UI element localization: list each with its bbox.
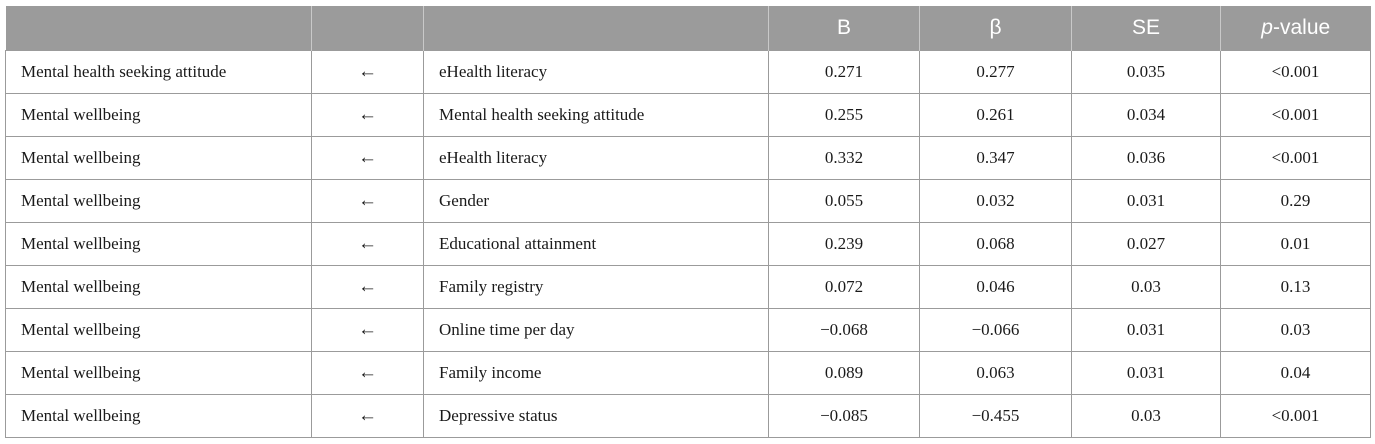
beta-cell: 0.068 bbox=[920, 223, 1072, 266]
results-table bbox=[5, 6, 1371, 438]
table-body bbox=[6, 51, 1371, 438]
table-row bbox=[6, 395, 1371, 438]
table-row bbox=[6, 51, 1371, 94]
p-value-cell: 0.13 bbox=[1221, 266, 1371, 309]
se-cell: 0.03 bbox=[1072, 395, 1221, 438]
arrow-icon: ← bbox=[312, 352, 424, 395]
predictor-cell: Mental health seeking attitude bbox=[424, 94, 769, 137]
beta-cell: 0.032 bbox=[920, 180, 1072, 223]
se-cell: 0.031 bbox=[1072, 352, 1221, 395]
header-dependent bbox=[6, 6, 312, 51]
se-cell: 0.035 bbox=[1072, 51, 1221, 94]
b-cell: −0.068 bbox=[769, 309, 920, 352]
beta-cell: −0.066 bbox=[920, 309, 1072, 352]
se-cell: 0.031 bbox=[1072, 309, 1221, 352]
table-row bbox=[6, 180, 1371, 223]
table-row bbox=[6, 309, 1371, 352]
p-value-cell: <0.001 bbox=[1221, 94, 1371, 137]
arrow-icon: ← bbox=[312, 94, 424, 137]
header-se: SE bbox=[1072, 6, 1221, 51]
predictor-cell: Educational attainment bbox=[424, 223, 769, 266]
arrow-icon: ← bbox=[312, 180, 424, 223]
beta-cell: 0.277 bbox=[920, 51, 1072, 94]
beta-cell: 0.063 bbox=[920, 352, 1072, 395]
p-value-cell: <0.001 bbox=[1221, 137, 1371, 180]
predictor-cell: Family registry bbox=[424, 266, 769, 309]
predictor-cell: Depressive status bbox=[424, 395, 769, 438]
dependent-cell: Mental wellbeing bbox=[6, 309, 312, 352]
predictor-cell: eHealth literacy bbox=[424, 51, 769, 94]
dependent-cell: Mental wellbeing bbox=[6, 266, 312, 309]
predictor-cell: eHealth literacy bbox=[424, 137, 769, 180]
header-predictor bbox=[424, 6, 769, 51]
header-b: B bbox=[769, 6, 920, 51]
predictor-cell: Online time per day bbox=[424, 309, 769, 352]
arrow-icon: ← bbox=[312, 137, 424, 180]
header-beta: β bbox=[920, 6, 1072, 51]
arrow-icon: ← bbox=[312, 51, 424, 94]
beta-cell: 0.261 bbox=[920, 94, 1072, 137]
table-row bbox=[6, 352, 1371, 395]
beta-cell: 0.347 bbox=[920, 137, 1072, 180]
p-value-cell: <0.001 bbox=[1221, 395, 1371, 438]
se-cell: 0.034 bbox=[1072, 94, 1221, 137]
arrow-icon: ← bbox=[312, 395, 424, 438]
header-row bbox=[6, 6, 1371, 51]
dependent-cell: Mental wellbeing bbox=[6, 180, 312, 223]
dependent-cell: Mental wellbeing bbox=[6, 223, 312, 266]
arrow-icon: ← bbox=[312, 223, 424, 266]
dependent-cell: Mental wellbeing bbox=[6, 94, 312, 137]
se-cell: 0.027 bbox=[1072, 223, 1221, 266]
arrow-icon: ← bbox=[312, 309, 424, 352]
b-cell: 0.055 bbox=[769, 180, 920, 223]
se-cell: 0.03 bbox=[1072, 266, 1221, 309]
p-value-cell: <0.001 bbox=[1221, 51, 1371, 94]
b-cell: 0.089 bbox=[769, 352, 920, 395]
header-p-italic: p bbox=[1261, 16, 1273, 39]
b-cell: 0.239 bbox=[769, 223, 920, 266]
p-value-cell: 0.04 bbox=[1221, 352, 1371, 395]
b-cell: 0.072 bbox=[769, 266, 920, 309]
p-value-cell: 0.01 bbox=[1221, 223, 1371, 266]
header-p-suffix: -value bbox=[1272, 16, 1331, 39]
header-arrow bbox=[312, 6, 424, 51]
b-cell: 0.255 bbox=[769, 94, 920, 137]
p-value-cell: 0.03 bbox=[1221, 309, 1371, 352]
p-value-cell: 0.29 bbox=[1221, 180, 1371, 223]
dependent-cell: Mental health seeking attitude bbox=[6, 51, 312, 94]
b-cell: −0.085 bbox=[769, 395, 920, 438]
se-cell: 0.036 bbox=[1072, 137, 1221, 180]
beta-cell: −0.455 bbox=[920, 395, 1072, 438]
se-cell: 0.031 bbox=[1072, 180, 1221, 223]
b-cell: 0.332 bbox=[769, 137, 920, 180]
arrow-icon: ← bbox=[312, 266, 424, 309]
dependent-cell: Mental wellbeing bbox=[6, 137, 312, 180]
header-p-value bbox=[1221, 6, 1371, 51]
dependent-cell: Mental wellbeing bbox=[6, 395, 312, 438]
predictor-cell: Gender bbox=[424, 180, 769, 223]
beta-cell: 0.046 bbox=[920, 266, 1072, 309]
table-row bbox=[6, 266, 1371, 309]
predictor-cell: Family income bbox=[424, 352, 769, 395]
b-cell: 0.271 bbox=[769, 51, 920, 94]
dependent-cell: Mental wellbeing bbox=[6, 352, 312, 395]
table-row bbox=[6, 94, 1371, 137]
table-row bbox=[6, 223, 1371, 266]
table-row bbox=[6, 137, 1371, 180]
